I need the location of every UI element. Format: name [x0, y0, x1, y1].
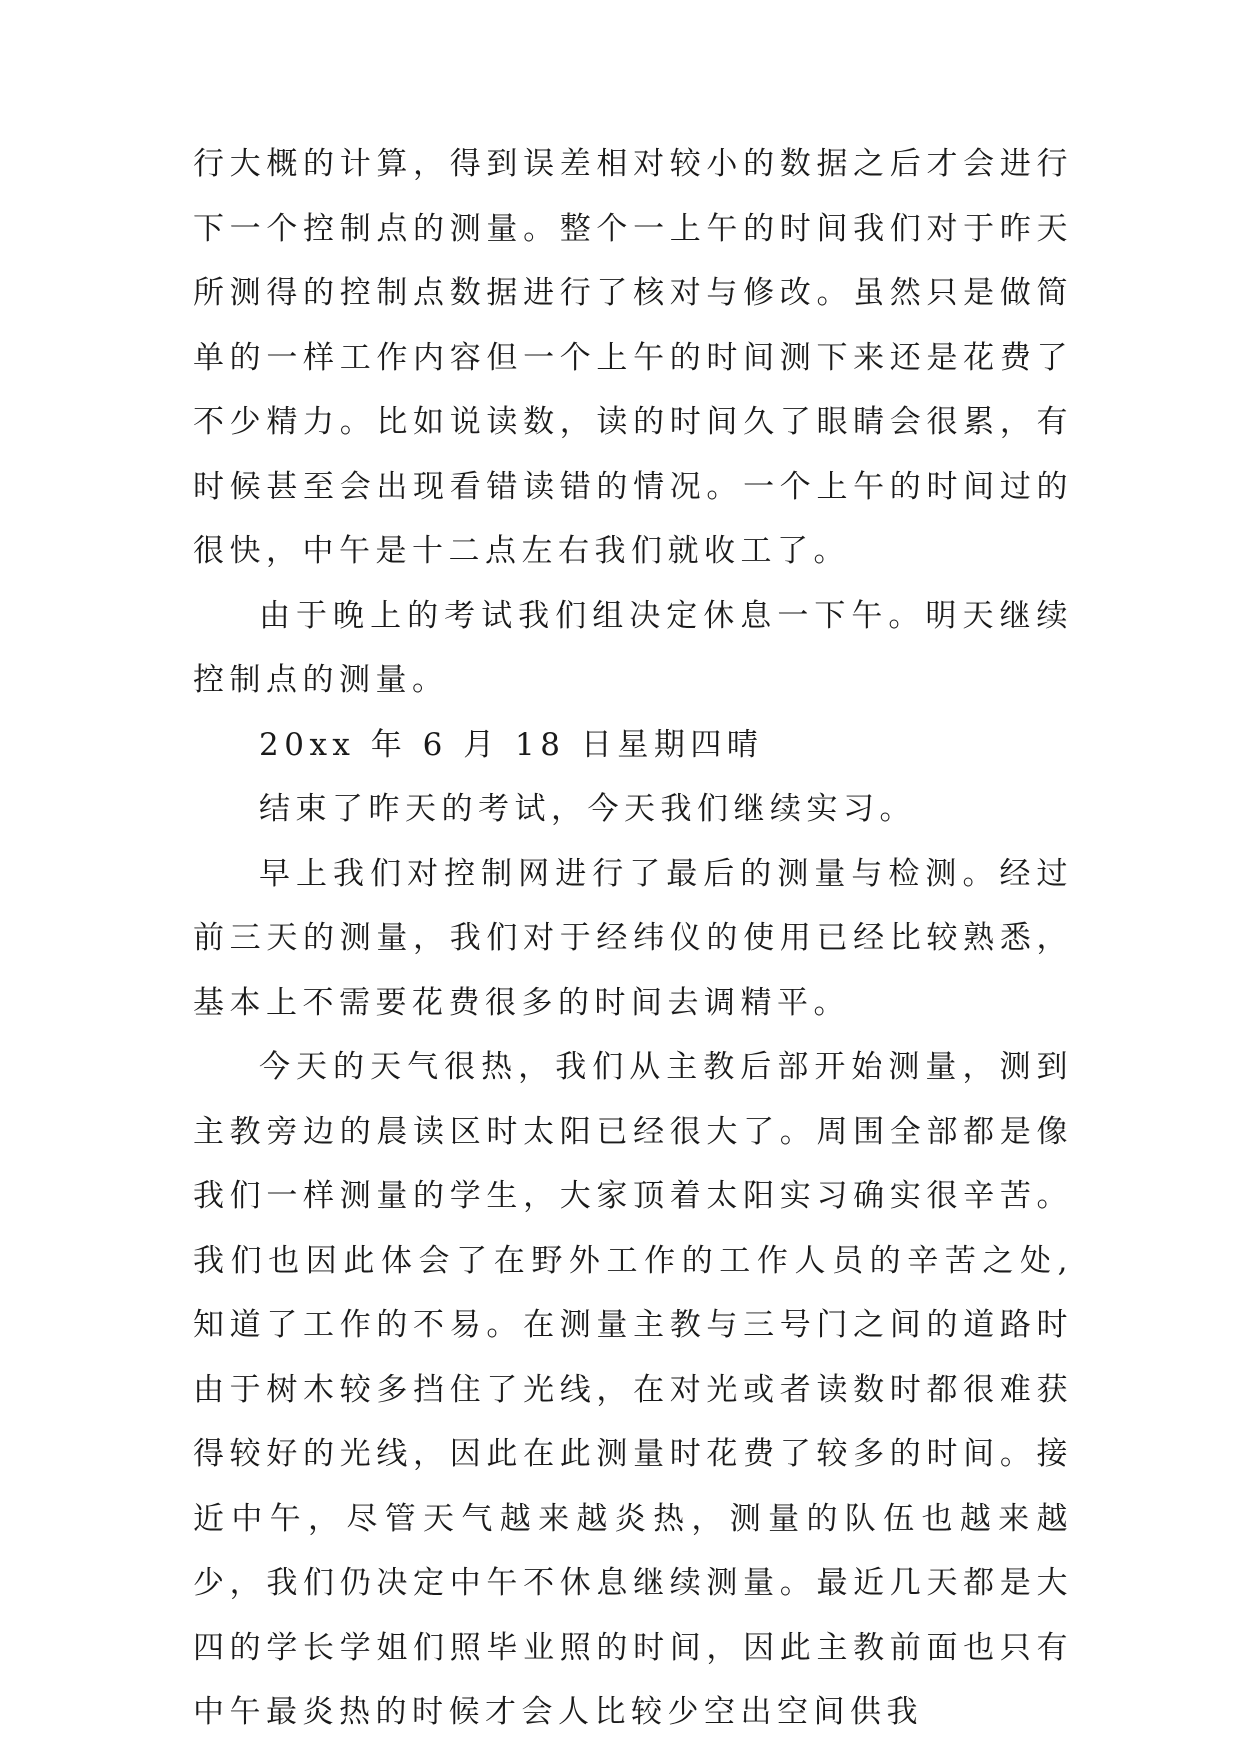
paragraph-exam-finished: 结束了昨天的考试，今天我们继续实习。 [259, 791, 916, 827]
paragraph-hot-weather: 今天的天气很热，我们从主教后部开始测量，测到主教旁边的晨读区时太阳已经很大了。周围全部都是像我们一样测量的学生，大家顶着太阳实习确实很辛苦。我们也因此体会了在野外工作的工作人员的辛苦之处,知道了工作的不易。在测量主教与三号门之间的道路时由于树木较多挡住了光线，在对光或者读数时都很难获得较好的光线，因此在此测量时花费了较多的时间。接近中午，尽管天气越来越炎热，测量的队伍也越来越少，我们仍决定中午不休息继续测量。最近几天都是大四的学长学姐们照毕业照的时间，因此主教前面也只有中午最炎热的时候才会人比较少空出空间供我 [193, 1049, 1073, 1730]
paragraph-morning-survey: 早上我们对控制网进行了最后的测量与检测。经过前三天的测量，我们对于经纬仪的使用已经比较熟悉，基本上不需要花费很多的时间去调精平。 [193, 855, 1073, 1021]
paragraph-continuation: 行大概的计算，得到误差相对较小的数据之后才会进行下一个控制点的测量。整个一上午的时间我们对于昨天所测得的控制点数据进行了核对与修改。虽然只是做简单的一样工作内容但一个上午的时间测下来还是花费了不少精力。比如说读数，读的时间久了眼睛会很累，有时候甚至会出现看错读错的情况。一个上午的时间过的很快，中午是十二点左右我们就收工了。 [193, 146, 1073, 569]
document-body [193, 132, 1073, 1745]
paragraph-rest-decision: 由于晚上的考试我们组决定休息一下午。明天继续控制点的测量。 [193, 597, 1073, 698]
diary-date-heading: 20xx 年 6 月 18 日星期四晴 [259, 726, 764, 763]
